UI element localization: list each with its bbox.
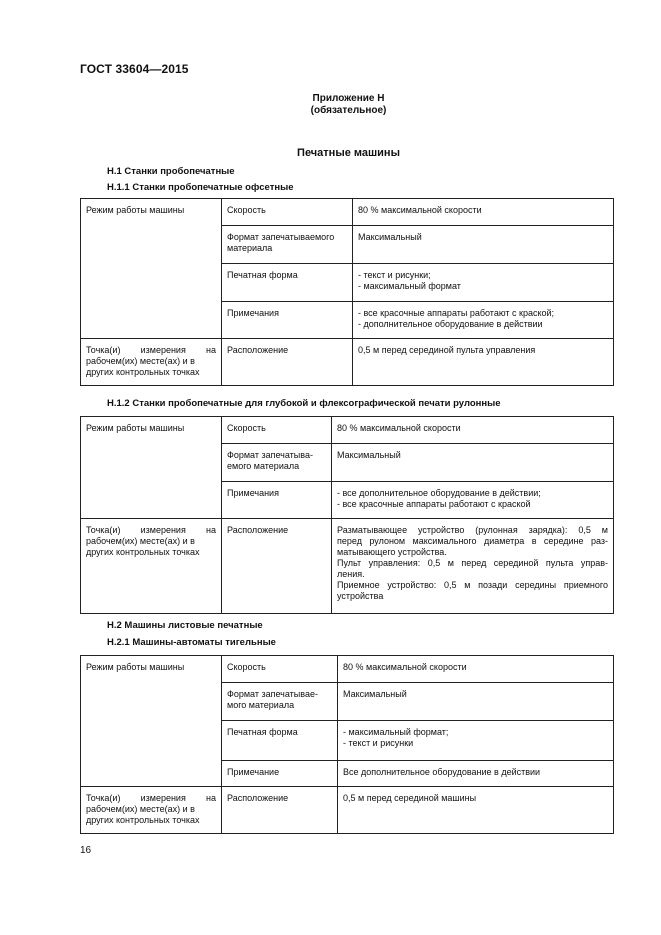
table-cell: Печатная форма — [222, 264, 353, 302]
table-row — [81, 199, 614, 226]
table-cell: Максимальный — [332, 444, 614, 482]
table-cell: Формат запечатываемого материала — [222, 226, 353, 264]
table-cell: Печатная форма — [222, 721, 338, 761]
table-cell: Точка(и) измерения на рабочем(их) месте(ах) и в других контрольных точках — [81, 787, 222, 834]
page-title: Печатные машины — [297, 147, 400, 159]
table-cell: Расположение — [222, 519, 332, 614]
table-cell: Расположение — [222, 339, 353, 386]
appendix-title: Приложение Н — [312, 93, 385, 104]
table-cell: Максимальный — [338, 683, 614, 721]
table-cell: Формат запечатывае- мого материала — [222, 683, 338, 721]
table-offset-proof-press — [80, 198, 614, 386]
table-cell: Все дополнительное оборудование в действии — [338, 761, 614, 787]
table-cell: Точка(и) измерения на рабочем(их) месте(ах) и в других контрольных точках — [81, 519, 222, 614]
table-cell: Максимальный — [353, 226, 614, 264]
table-cell: Разматывающее устройство (рулонная зарядка): 0,5 м перед рулоном максимального диаметра в середине раз- матывающего устройства. Пульт управления: 0,5 м перед серединой пульта управ- ления. Приемное устройство: 0,5 м позади середины приемного устройства — [332, 519, 614, 614]
document-id: ГОСТ 33604—2015 — [80, 62, 189, 76]
appendix-subtitle: (обязательное) — [310, 105, 387, 116]
table-row — [81, 787, 614, 834]
table-cell: - все дополнительное оборудование в действии; - все красочные аппараты работают с краской — [332, 482, 614, 519]
table-cell: 80 % максимальной скорости — [332, 417, 614, 444]
section-heading-h1: Н.1 Станки пробопечатные — [107, 166, 235, 177]
table-cell: Формат запечатыва- емого материала — [222, 444, 332, 482]
section-heading-h11: Н.1.1 Станки пробопечатные офсетные — [107, 182, 294, 193]
table-cell: Скорость — [222, 656, 338, 683]
table-cell: Примечание — [222, 761, 338, 787]
table-cell: Расположение — [222, 787, 338, 834]
table-cell: 80 % максимальной скорости — [338, 656, 614, 683]
table-cell: - максимальный формат; - текст и рисунки — [338, 721, 614, 761]
table-cell: - текст и рисунки; - максимальный формат — [353, 264, 614, 302]
table-row — [81, 417, 614, 444]
section-heading-h2: Н.2 Машины листовые печатные — [107, 620, 263, 631]
table-cell: Примечания — [222, 482, 332, 519]
table-cell: Режим работы машины — [81, 199, 222, 339]
page-number: 16 — [80, 845, 92, 856]
table-cell: Режим работы машины — [81, 417, 222, 519]
table-row — [81, 656, 614, 683]
section-heading-h21: Н.2.1 Машины-автоматы тигельные — [107, 637, 276, 648]
table-row — [81, 519, 614, 614]
section-heading-h12: Н.1.2 Станки пробопечатные для глубокой и флексографической печати рулонные — [107, 398, 501, 409]
table-cell: Скорость — [222, 199, 353, 226]
table-cell: 80 % максимальной скорости — [353, 199, 614, 226]
table-row — [81, 339, 614, 386]
table-cell: - все красочные аппараты работают с краской; - дополнительное оборудование в действии — [353, 302, 614, 339]
table-cell: Режим работы машины — [81, 656, 222, 787]
table-cell: Примечания — [222, 302, 353, 339]
table-cell: Скорость — [222, 417, 332, 444]
table-platen-press — [80, 655, 614, 834]
table-cell: Точка(и) измерения на рабочем(их) месте(ах) и в других контрольных точках — [81, 339, 222, 386]
table-cell: 0,5 м перед серединой машины — [338, 787, 614, 834]
table-cell: 0,5 м перед серединой пульта управления — [353, 339, 614, 386]
table-gravure-flexo-proof-press — [80, 416, 614, 614]
